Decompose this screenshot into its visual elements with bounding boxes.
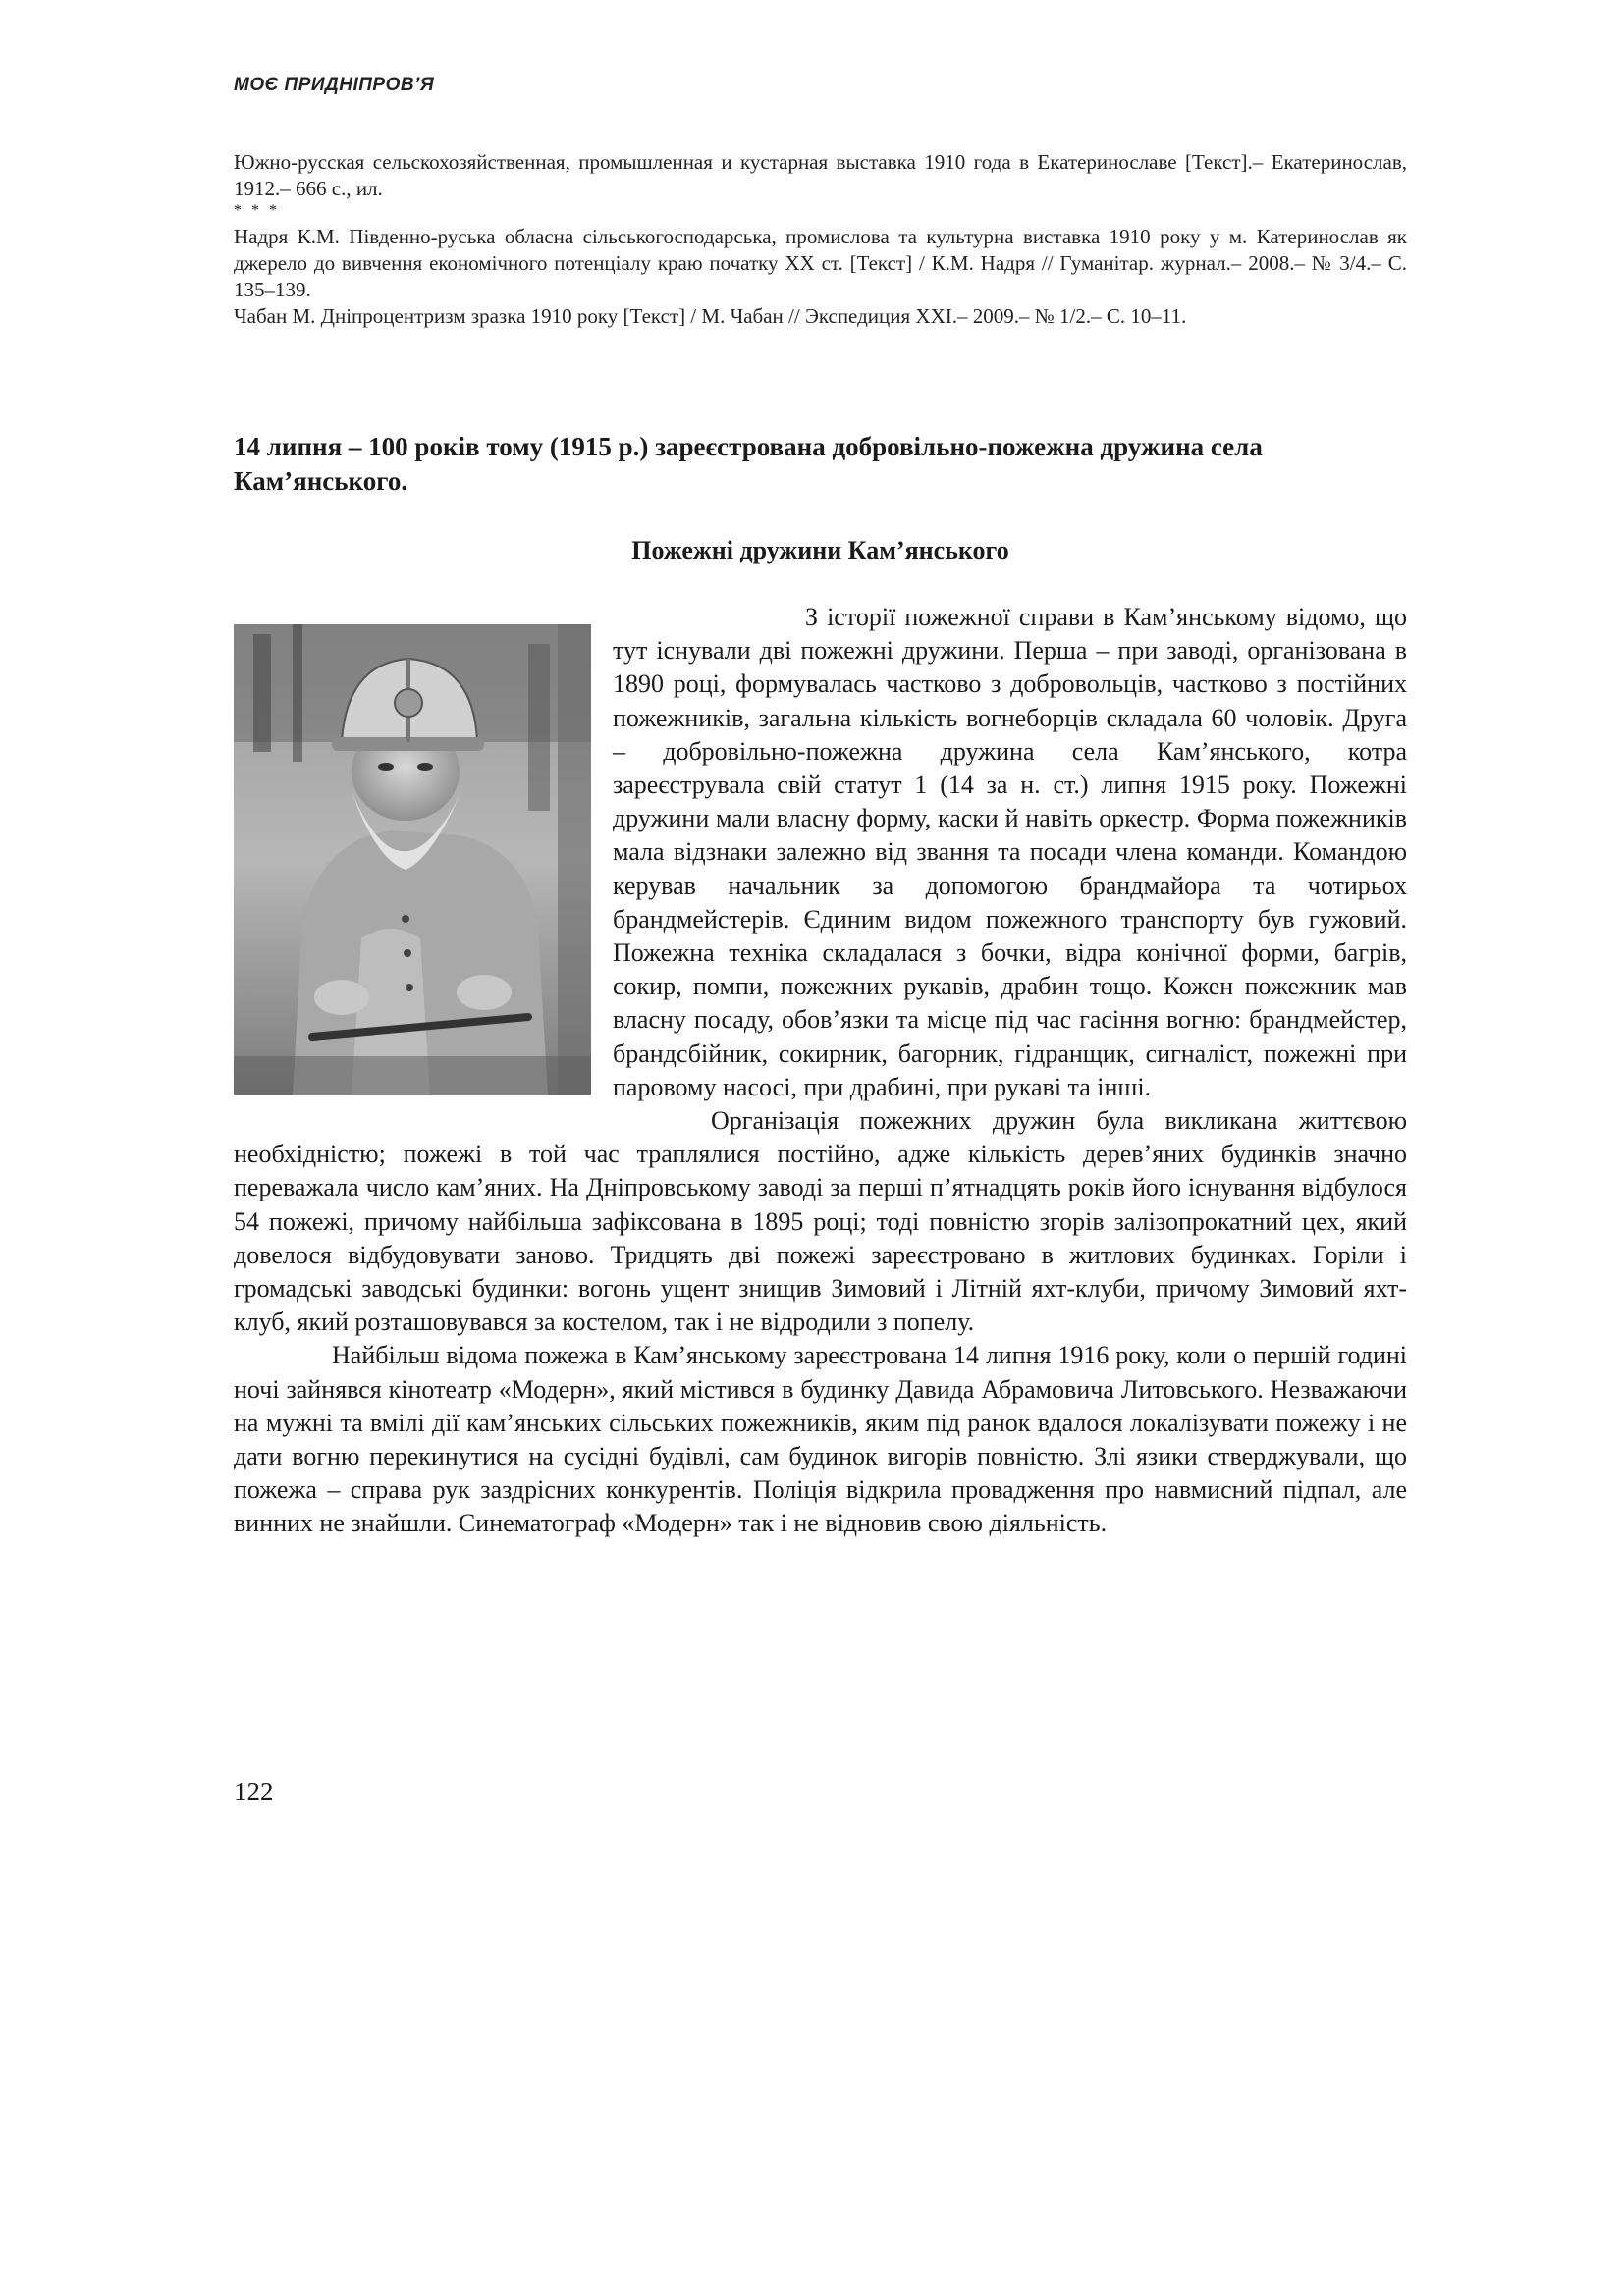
reference-1: Южно-русская сельскохозяйственная, промышленная и кустарная выставка 1910 года в Екатеринославе [Текст].– Екатеринослав, 1912.– 666 с., ил. <box>234 150 1407 200</box>
references-block <box>234 149 1407 330</box>
photo-float-space <box>234 601 613 1107</box>
anniversary-headline: 14 липня – 100 років тому (1915 р.) зареєстрована добровільно-пожежна дружина села Кам’янського. <box>234 432 1263 496</box>
reference-3: Чабан М. Дніпроцентризм зразка 1910 року [Текст] / М. Чабан // Экспедиция ХХІ.– 2009.– № 1/2.– С. 10–11. <box>234 304 1187 328</box>
article-body <box>234 601 1407 1541</box>
paragraph-3: Найбільш відома пожежа в Кам’янському зареєстрована 14 липня 1916 року, коли о першій годині ночі зайнявся кінотеатр «Модерн», який містився в будинку Давида Абрамовича Литовського. Незважаючи на мужні та вмілі дії кам’янських сільських пожежників, яким під ранок вдалося локалізувати пожежу і не дати вогню перекинутися на сусідні будівлі, сам будинок вигорів повністю. Злі язики стверджували, що пожежа – справа рук заздрісних конкурентів. Поліція відкрила провадження про навмисний підпал, але винних не знайшли. Синематограф «Модерн» так і не відновив свою діяльність. <box>234 1341 1407 1538</box>
paragraph-2: Організація пожежних дружин була викликана життєвою необхідністю; пожежі в той час траплялися постійно, адже кількість дерев’яних будинків значно переважала число кам’яних. На Дніпровському заводі за перші п’ятнадцять років його існування відбулося 54 пожежі, причому найбільша зафіксована в 1895 році; тоді повністю згорів залізопрокатний цех, який довелося відбудовувати заново. Тридцять дві пожежі зареєстровано в житлових будинках. Горіли і громадські заводські будинки: вогонь ущент знищив Зимовий і Літній яхт-клуби, причому Зимовий яхт-клуб, який розташовувався за костелом, так і не відродили з попелу. <box>234 1106 1407 1337</box>
reference-separator: * * * <box>234 202 280 219</box>
section-title: Пожежні дружини Кам’янського <box>631 536 1009 564</box>
reference-2: Надря К.М. Південно-руська обласна сільськогосподарська, промислова та культурна виставка 1910 року у м. Катеринослав як джерело до вивчення економічного потенціалу краю початку ХХ ст. [Текст] / К.М. Надря // Гуманітар. журнал.– 2008.– № 3/4.– С. 135–139. <box>234 225 1407 301</box>
paragraph-1-text: З історії пожежної справи в Кам’янському відомо, що тут існували дві пожежні дружини. Перша – при заводі, організована в 1890 році, формувалась частково з добровольців, частково з постійних пожежників, загальна кількість вогнеборців складала 60 чоловік. Друга – добровільно-пожежна дружина села Кам’янського, котра зареєструвала свій статут 1 (14 за н. ст.) липня 1915 року. Пожежні дружини мали власну форму, каски й навіть оркестр. Форма пожежників мала відзнаки залежно від звання та посади члена команди. Командою керував начальник за допомогою брандмайора та чотирьох брандмейстерів. Єдиним видом пожежного транспорту був гужовий. Пожежна техніка складалася з бочки, відра конічної форми, багрів, сокир, помпи, пожежних рукавів, драбин тощо. Кожен пожежник мав власну посаду, обов’язки та місце під час гасіння вогню: брандмейстер, брандсбійник, сокирник, багорник, гідранщик, сигналіст, пожежні при паровому насосі, при драбині, при рукаві та інші. <box>613 603 1407 1101</box>
running-head: МОЄ ПРИДНІПРОВ’Я <box>234 75 435 95</box>
page-number: 122 <box>234 1777 274 1806</box>
